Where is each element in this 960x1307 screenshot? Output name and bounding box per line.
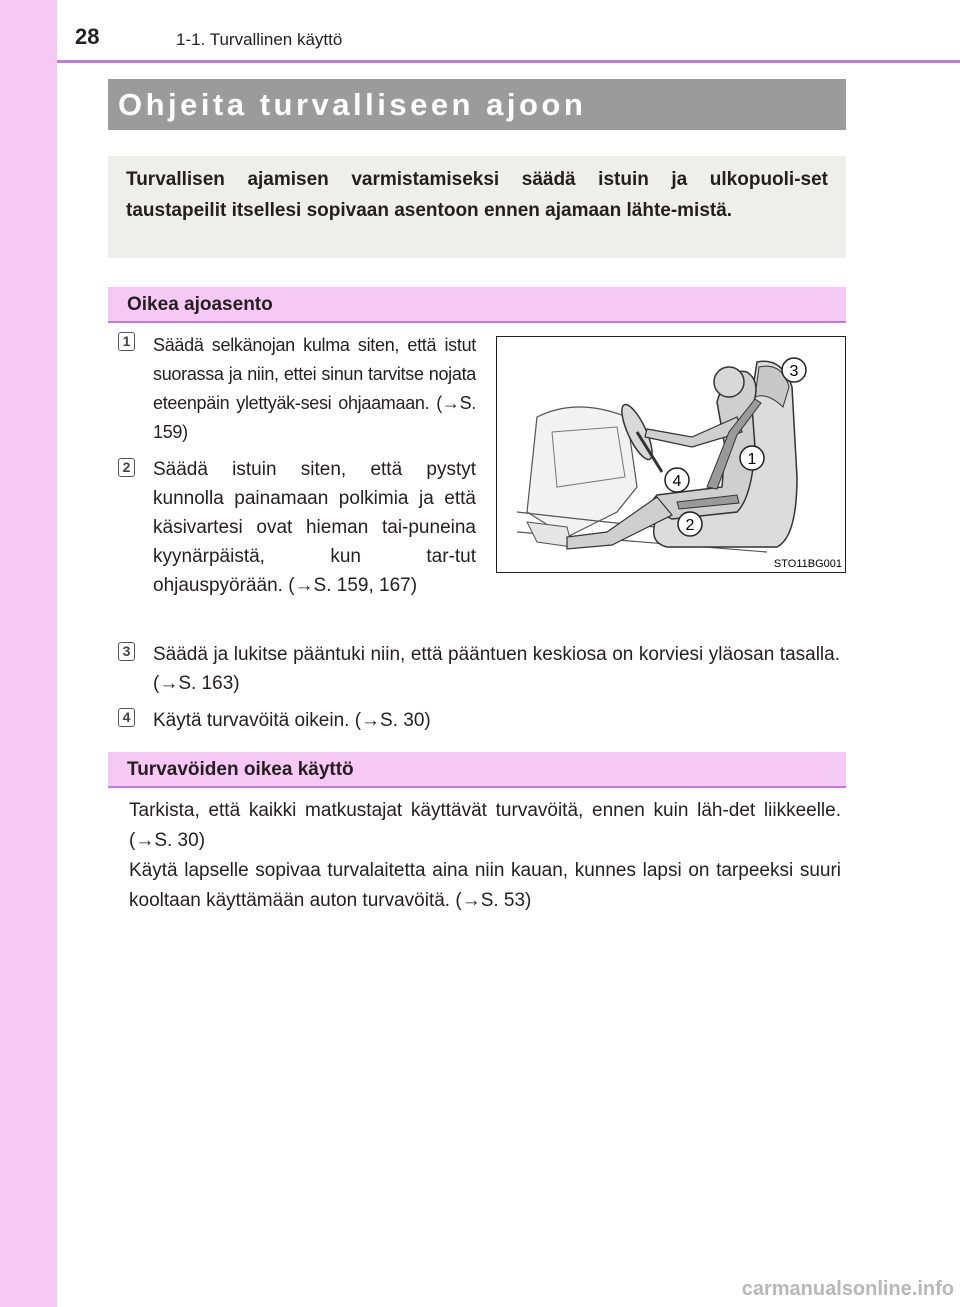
svg-text:3: 3 [789,363,799,380]
svg-text:1: 1 [747,451,757,468]
watermark: carmanualsonline.info [741,1278,954,1300]
callout-4 [665,468,689,492]
item-number-2: 2 [118,458,135,477]
intro-box [108,156,846,258]
driver-seat-illustration [497,337,845,572]
subheading-seatbelt-use: Turvavöiden oikea käyttö [108,752,846,788]
figure-code: STO11BG001 [773,558,842,570]
item-text-3: Säädä ja lukitse pääntuki niin, että pääntuen keskiosa on korviesi yläosan tasalla. (→S. 163) [153,644,840,694]
item-text-2: Säädä istuin siten, että pystyt kunnolla painamaan polkimia ja että käsivartesi ovat hieman tai-puneina kyynärpäistä, kun tar-tut ohjauspyörään. (→S. 159, 167) [153,459,476,596]
item-text-1: Säädä selkänojan kulma siten, että istut suorassa ja niin, ettei sinun tarvitse nojata eteenpäin ylettyäk-sesi ohjaamaan. (→S. 159) [153,335,476,442]
seatbelt-paragraph-2: Käytä lapselle sopivaa turvalaitetta aina niin kauan, kunnes lapsi on tarpeeksi suuri kooltaan käyttämään auton turvavöitä. (→S. 53) [129,860,841,911]
running-head: 1-1. Turvallinen käyttö [176,30,343,49]
callout-1 [740,446,764,470]
callout-3 [782,358,806,382]
side-band [0,0,57,1307]
callout-2 [678,512,702,536]
item-number-1: 1 [118,332,135,351]
header-rule [57,60,960,63]
item-text-4: Käytä turvavöitä oikein. (→S. 30) [153,710,431,731]
item-number-3: 3 [118,642,135,661]
svg-text:2: 2 [685,517,695,534]
intro-text: Turvallisen ajamisen varmistamiseksi säädä istuin ja ulkopuoli-set taustapeilit itsellesi sopivaan asentoon ennen ajamaan lähte-mistä. [126,169,828,221]
seatbelt-paragraph-1: Tarkista, että kaikki matkustajat käyttävät turvavöitä, ennen kuin läh-det liikkeelle. (→S. 30) [129,800,841,851]
svg-text:4: 4 [672,473,682,490]
subheading-correct-position: Oikea ajoasento [108,287,846,323]
driving-position-figure [496,336,846,573]
page-number: 28 [75,24,100,49]
section-title: Ohjeita turvalliseen ajoon [108,79,846,130]
item-number-4: 4 [118,708,135,727]
